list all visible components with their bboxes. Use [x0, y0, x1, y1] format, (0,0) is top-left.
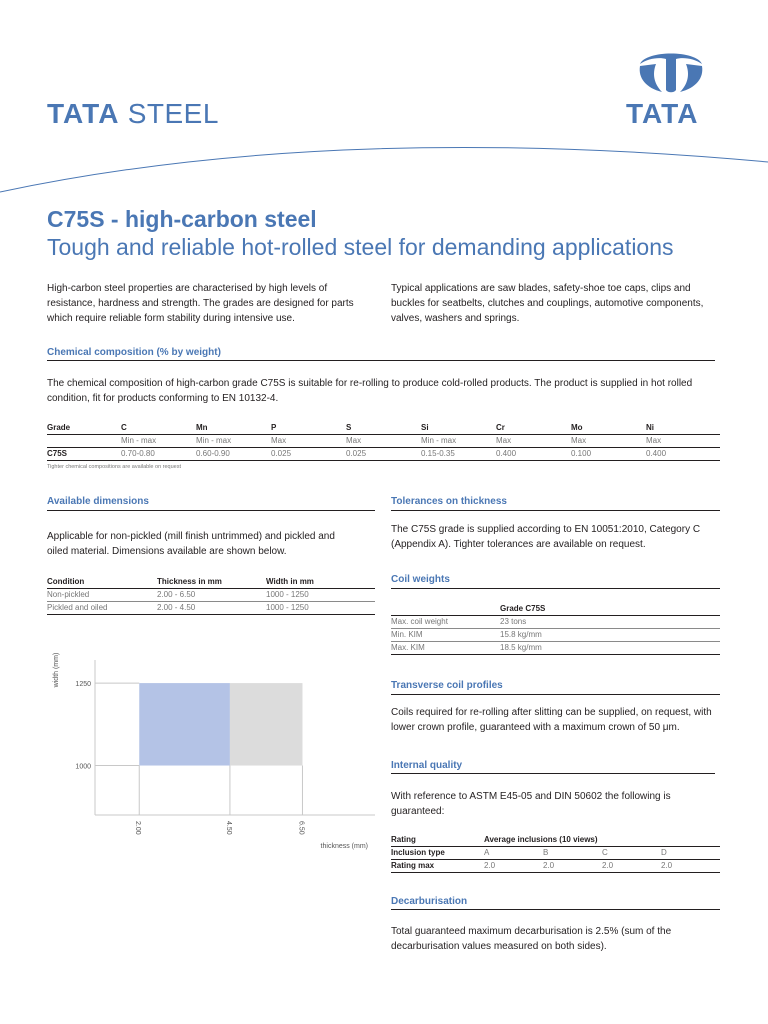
tata-emblem-icon	[632, 48, 710, 94]
chem-header-c: C	[121, 422, 127, 432]
internal-rating-label: Rating	[391, 834, 416, 844]
tata-logo-text: TATA	[626, 98, 699, 129]
dim-row1-thickness: 2.00 - 4.50	[157, 603, 196, 612]
dim-header-condition: Condition	[47, 576, 85, 586]
table-row	[391, 641, 720, 654]
page-subtitle: Tough and reliable hot-rolled steel for demanding applications	[47, 234, 674, 260]
internal-section-title: Internal quality	[391, 760, 463, 771]
chem-val-p: 0.025	[271, 449, 292, 458]
tolerances-text: The C75S grade is supplied according to EN 10051:2010, Category C (Appendix A). Tighter tolerances are available on request.	[391, 524, 701, 550]
chem-sub-7: Max	[571, 436, 587, 445]
coil-divider	[391, 588, 720, 589]
internal-table	[391, 833, 720, 873]
chem-header-si: Si	[421, 422, 429, 432]
dim-row1-width: 1000 - 1250	[266, 603, 309, 612]
intro-right-text: Typical applications are saw blades, safety-shoe toe caps, clips and buckles for seatbelts, clutches and couplings, automotive components, valves, washers and springs.	[391, 283, 704, 324]
chem-val-c: 0.70-0.80	[121, 449, 155, 458]
coil-row2-label: Max. KIM	[391, 643, 425, 652]
chem-val-grade: C75S	[47, 449, 68, 458]
chem-val-ni: 0.400	[646, 449, 667, 458]
internal-header-row	[391, 833, 720, 846]
internal-type-label: Inclusion type	[391, 848, 445, 857]
chem-val-mo: 0.100	[571, 449, 592, 458]
chem-header-grade: Grade	[47, 422, 71, 432]
table-row	[391, 615, 720, 628]
dimensions-divider	[47, 510, 375, 511]
dimensions-section-title: Available dimensions	[47, 496, 149, 507]
header-curve	[0, 140, 768, 200]
dimensions-header-row	[47, 575, 375, 588]
table-row	[47, 447, 720, 460]
chem-sub-6: Max	[496, 436, 512, 445]
tolerances-section-title: Tolerances on thickness	[391, 496, 507, 507]
internal-type-a: A	[484, 848, 490, 857]
table-row	[47, 601, 375, 614]
internal-max-a: 2.0	[484, 861, 496, 870]
chem-val-cr: 0.400	[496, 449, 517, 458]
chem-sub-0	[47, 434, 121, 447]
internal-type-b: B	[543, 848, 549, 857]
coil-row0-label: Max. coil weight	[391, 617, 448, 626]
decarb-divider	[391, 909, 720, 910]
chem-sub-1: Min - max	[121, 436, 157, 445]
transverse-text: Coils required for re-rolling after slitting can be supplied, on request, with lower crown profile, guaranteed with a maximum crown of 50 μm.	[391, 707, 712, 733]
dim-row0-thickness: 2.00 - 6.50	[157, 590, 196, 599]
chem-sub-5: Min - max	[421, 436, 457, 445]
chemical-table	[47, 421, 720, 461]
internal-max-d: 2.0	[661, 861, 673, 870]
chem-header-mo: Mo	[571, 422, 583, 432]
chemical-subheader-row	[47, 434, 720, 447]
decarb-text: Total guaranteed maximum decarburisation is 2.5% (sum of the decarburisation values measured on both sides).	[391, 926, 672, 952]
dim-row0-width: 1000 - 1250	[266, 590, 309, 599]
page-title: C75S - high-carbon steel	[47, 206, 317, 232]
chem-val-mn: 0.60-0.90	[196, 449, 230, 458]
chem-header-p: P	[271, 422, 277, 432]
chemical-footnote: Tighter chemical compositions are available on request	[47, 464, 182, 470]
chem-sub-4: Max	[346, 436, 362, 445]
logo-regular-text: STEEL	[127, 98, 219, 129]
internal-type-c: C	[602, 848, 608, 857]
internal-avg-label: Average inclusions (10 views)	[484, 834, 598, 844]
internal-max-b: 2.0	[543, 861, 555, 870]
coil-header-empty	[391, 602, 500, 615]
transverse-divider	[391, 694, 720, 695]
x-tick-label: 2.00	[134, 821, 142, 835]
chemical-section-title: Chemical composition (% by weight)	[47, 347, 221, 358]
coil-row1-label: Min. KIM	[391, 630, 423, 639]
coil-row1-value: 15.8 kg/mm	[500, 630, 542, 639]
tata-steel-logo	[47, 98, 219, 130]
dimensions-table	[47, 575, 375, 615]
x-tick-label: 4.50	[224, 821, 232, 835]
dimensions-chart	[40, 640, 380, 855]
logo-bold-text: TATA	[47, 98, 120, 129]
y-tick-label: 1000	[75, 763, 91, 771]
chemical-header-row	[47, 421, 720, 434]
internal-type-d: D	[661, 848, 667, 857]
table-row	[391, 859, 720, 872]
dim-row0-condition: Non-pickled	[47, 590, 90, 599]
chart-region-non-pickled	[230, 683, 303, 765]
dim-header-width: Width in mm	[266, 576, 314, 586]
transverse-section-title: Transverse coil profiles	[391, 680, 503, 691]
table-row	[47, 588, 375, 601]
internal-max-label: Rating max	[391, 861, 435, 870]
x-axis-label: thickness (mm)	[320, 843, 368, 850]
coil-table	[391, 602, 720, 655]
intro-left-text: High-carbon steel properties are characterised by high levels of resistance, hardness and strength. The grades are designed for parts which require reliable form stability during intensive use.	[47, 283, 354, 324]
coil-section-title: Coil weights	[391, 574, 450, 585]
chem-header-s: S	[346, 422, 352, 432]
chem-header-cr: Cr	[496, 422, 505, 432]
chem-sub-3: Max	[271, 436, 287, 445]
table-row	[391, 846, 720, 859]
chem-header-mn: Mn	[196, 422, 208, 432]
chem-val-s: 0.025	[346, 449, 367, 458]
dimensions-text: Applicable for non-pickled (mill finish untrimmed) and pickled and oiled material. Dimensions available are shown below.	[47, 531, 335, 557]
internal-divider	[391, 773, 715, 774]
chem-sub-2: Min - max	[196, 436, 232, 445]
tolerances-divider	[391, 510, 720, 511]
y-tick-label: 1250	[75, 681, 91, 689]
coil-row0-value: 23 tons	[500, 617, 527, 626]
decarb-section-title: Decarburisation	[391, 896, 468, 907]
y-axis-label: width (mm)	[53, 652, 60, 688]
chart-region-pickled-and-oiled	[139, 683, 230, 765]
chemical-text: The chemical composition of high-carbon grade C75S is suitable for re-rolling to produce cold-rolled products. The product is supplied in hot rolled condition, fit for products conforming to EN 10132-4.	[47, 378, 693, 404]
coil-header-row	[391, 602, 720, 615]
x-tick-label: 6.50	[297, 821, 305, 835]
internal-max-c: 2.0	[602, 861, 614, 870]
coil-row2-value: 18.5 kg/mm	[500, 643, 542, 652]
dim-header-thickness: Thickness in mm	[157, 576, 222, 586]
table-row	[391, 628, 720, 641]
dim-row1-condition: Pickled and oiled	[47, 603, 108, 612]
chem-header-ni: Ni	[646, 422, 654, 432]
coil-header-grade: Grade C75S	[500, 603, 546, 613]
chemical-divider	[47, 360, 715, 361]
internal-text: With reference to ASTM E45-05 and DIN 50602 the following is guaranteed:	[391, 791, 671, 817]
chem-val-si: 0.15-0.35	[421, 449, 455, 458]
chem-sub-8: Max	[646, 436, 662, 445]
